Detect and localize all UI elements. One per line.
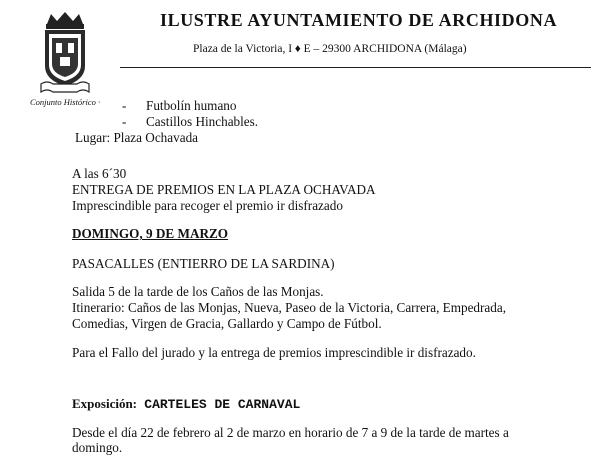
list-bullet: - [122, 98, 127, 113]
awards-note: Imprescindible para recoger el premio ir disfrazado [72, 198, 343, 213]
address-line: Plaza de la Victoria, I ♦ E – 29300 ARCHIDONA (Málaga) [193, 43, 467, 55]
awards-title: ENTREGA DE PREMIOS EN LA PLAZA OCHAVADA [72, 182, 376, 197]
page-title: ILUSTRE AYUNTAMIENTO DE ARCHIDONA [160, 10, 558, 30]
list-item-text: Futbolín humano [146, 98, 237, 113]
coat-of-arms-icon [37, 10, 93, 96]
parade-title: PASACALLES (ENTIERRO DE LA SARDINA) [72, 256, 335, 271]
header-divider [120, 67, 591, 68]
exhibition-label: Exposición: [72, 396, 138, 411]
time-text: A las 6´30 [72, 166, 127, 181]
list-item [122, 98, 237, 114]
logo-caption: Conjunto Histórico · [30, 97, 101, 107]
sunday-heading: DOMINGO, 9 DE MARZO [72, 226, 229, 241]
coat-of-arms-logo [37, 10, 93, 96]
itinerary-line-2: Comedias, Virgen de Gracia, Gallardo y Campo de Fútbol. [72, 316, 382, 331]
dates-line-1: Desde el día 22 de febrero al 2 de marzo en horario de 7 a 9 de la tarde de martes a [72, 425, 509, 440]
exhibition-title: CARTELES DE CARNAVAL [144, 397, 301, 412]
location-text: Lugar: Plaza Ochavada [75, 130, 199, 145]
itinerary-line-1: Itinerario: Caños de las Monjas, Nueva, Paseo de la Victoria, Carrera, Empedrada, [72, 300, 507, 315]
dates-line-2: domingo. [72, 440, 123, 455]
departure-text: Salida 5 de la tarde de los Caños de las Monjas. [72, 284, 324, 299]
jury-note: Para el Fallo del jurado y la entrega de premios imprescindible ir disfrazado. [72, 345, 476, 360]
list-item [122, 114, 259, 130]
list-item-text: Castillos Hinchables. [146, 114, 259, 129]
list-bullet: - [122, 114, 127, 129]
exhibition-heading [72, 396, 300, 412]
